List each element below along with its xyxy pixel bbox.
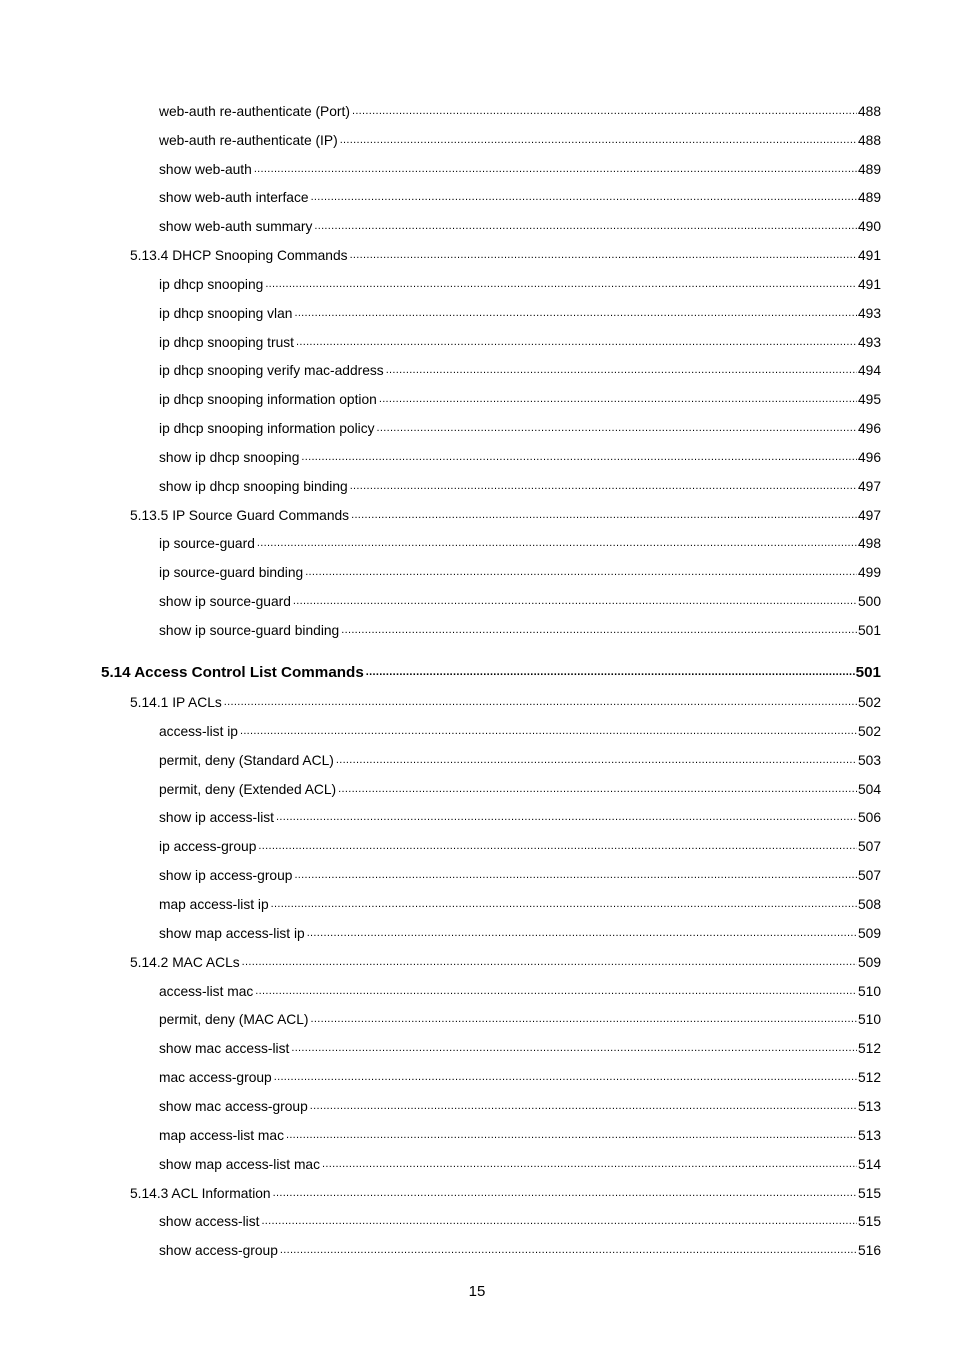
toc-entry[interactable] — [159, 1040, 881, 1057]
toc-entry-page: 506 — [857, 810, 881, 826]
toc-entry[interactable] — [159, 1127, 881, 1144]
toc-entry[interactable] — [159, 189, 881, 206]
toc-entry-page: 503 — [857, 752, 881, 768]
toc-entry-page: 516 — [857, 1243, 881, 1259]
toc-entry-title: show map access-list ip — [159, 925, 305, 941]
dot-leader — [293, 593, 857, 610]
dot-leader — [314, 218, 857, 235]
toc-entry-title: show ip access-list — [159, 810, 275, 826]
toc-entry-title: permit, deny (Extended ACL) — [159, 781, 337, 797]
toc-entry[interactable] — [159, 1156, 881, 1173]
toc-entry-page: 493 — [857, 305, 881, 321]
toc-entry-page: 499 — [857, 565, 881, 581]
toc-entry-page: 501 — [855, 664, 881, 681]
toc-entry[interactable] — [159, 391, 881, 408]
dot-leader — [257, 535, 857, 552]
toc-entry-title: 5.14.2 MAC ACLs — [130, 954, 240, 970]
toc-entry[interactable] — [159, 305, 881, 322]
dot-leader — [366, 663, 855, 682]
toc-entry-page: 515 — [857, 1185, 881, 1201]
toc-entry[interactable] — [159, 809, 881, 826]
dot-leader — [310, 1098, 857, 1115]
toc-entry-page: 493 — [857, 334, 881, 350]
dot-leader — [240, 723, 857, 740]
toc-entry-page: 497 — [857, 507, 881, 523]
dot-leader — [242, 954, 857, 971]
dot-leader — [261, 1213, 857, 1230]
dot-leader — [254, 161, 857, 178]
toc-entry-title: show web-auth summary — [159, 219, 313, 235]
toc-entry-title: access-list ip — [159, 723, 238, 739]
toc-entry-title: web-auth re-authenticate (Port) — [159, 104, 350, 119]
toc-entry[interactable] — [130, 1185, 881, 1202]
dot-leader — [307, 925, 857, 942]
toc-entry[interactable] — [159, 132, 881, 149]
toc-entry[interactable] — [159, 983, 881, 1000]
dot-leader — [224, 694, 857, 711]
toc-entry-page: 490 — [857, 219, 881, 235]
toc-entry[interactable] — [159, 1213, 881, 1230]
toc-entry-page: 496 — [857, 449, 881, 465]
dot-leader — [291, 1040, 857, 1057]
toc-entry[interactable] — [159, 218, 881, 235]
dot-leader — [280, 1242, 857, 1259]
dot-leader — [377, 420, 857, 437]
toc-entry-title: ip dhcp snooping information policy — [159, 421, 375, 437]
toc-entry-page: 509 — [857, 925, 881, 941]
toc-entry-page: 502 — [857, 723, 881, 739]
dot-leader — [294, 305, 857, 322]
toc-entry-title: map access-list ip — [159, 897, 269, 913]
dot-leader — [274, 1069, 857, 1086]
toc-entry[interactable] — [130, 954, 881, 971]
toc-entry-page: 496 — [857, 421, 881, 437]
dot-leader — [305, 564, 857, 581]
toc-entry-title: show ip source-guard — [159, 594, 291, 610]
toc-entry-title: map access-list mac — [159, 1127, 284, 1143]
dot-leader — [286, 1127, 857, 1144]
toc-entry[interactable] — [130, 694, 881, 711]
toc-entry-title: show ip dhcp snooping — [159, 449, 300, 465]
toc-entry-title: ip source-guard — [159, 536, 255, 552]
toc-entry-title: show web-auth — [159, 161, 252, 177]
dot-leader — [273, 1185, 857, 1202]
toc-entry-page: 512 — [857, 1041, 881, 1057]
toc-entry-page: 513 — [857, 1099, 881, 1115]
toc-entry-title: show map access-list mac — [159, 1156, 321, 1172]
toc-entry-title: ip dhcp snooping — [159, 276, 264, 292]
toc-entry-page: 507 — [857, 839, 881, 855]
toc-entry-page: 495 — [857, 392, 881, 408]
toc-entry-page: 512 — [857, 1070, 881, 1086]
toc-entry[interactable] — [159, 838, 881, 855]
toc-heading[interactable] — [101, 663, 881, 682]
toc-entry-title: show ip dhcp snooping binding — [159, 478, 348, 494]
toc-entry[interactable] — [159, 622, 881, 639]
toc-entry[interactable] — [159, 535, 881, 552]
dot-leader — [311, 189, 857, 206]
toc-entry-page: 491 — [857, 248, 881, 264]
toc-entry-title: show access-list — [159, 1214, 260, 1230]
dot-leader — [340, 132, 857, 149]
toc-entry-title: 5.13.5 IP Source Guard Commands — [130, 507, 350, 523]
toc-entry[interactable] — [159, 925, 881, 942]
toc-entry[interactable] — [159, 723, 881, 740]
toc-entry-title: ip access-group — [159, 839, 257, 855]
dot-leader — [352, 103, 857, 120]
dot-leader — [271, 896, 857, 913]
toc-entry-title: ip dhcp snooping verify mac-address — [159, 363, 384, 379]
toc-entry[interactable] — [130, 247, 881, 264]
toc-entry-page: 488 — [857, 132, 881, 148]
toc-entry-title: show mac access-list — [159, 1041, 290, 1057]
toc-entry[interactable] — [159, 362, 881, 379]
dot-leader — [386, 362, 857, 379]
dot-leader — [341, 622, 857, 639]
dot-leader — [301, 449, 857, 466]
toc-entry-title: show ip access-group — [159, 868, 293, 884]
dot-leader — [265, 276, 857, 293]
toc-entry-page: 501 — [857, 622, 881, 638]
toc-entry-title: 5.13.4 DHCP Snooping Commands — [130, 248, 348, 264]
toc-entry-page: 498 — [857, 536, 881, 552]
toc-entry-page: 510 — [857, 1012, 881, 1028]
toc-entry-page: 508 — [857, 897, 881, 913]
toc-entry-title: ip source-guard binding — [159, 565, 304, 581]
toc-entry[interactable] — [159, 564, 881, 581]
dot-leader — [351, 507, 857, 524]
toc-entry-title: permit, deny (MAC ACL) — [159, 1012, 309, 1028]
toc-entry[interactable] — [159, 161, 881, 178]
dot-leader — [276, 809, 857, 826]
toc-entry[interactable] — [159, 420, 881, 437]
dot-leader — [350, 478, 857, 495]
toc-entry-title: 5.14.1 IP ACLs — [130, 695, 222, 710]
toc-entry-title: show ip source-guard binding — [159, 622, 340, 638]
toc-entry-page: 494 — [857, 363, 881, 379]
toc-entry-title: web-auth re-authenticate (IP) — [159, 132, 338, 148]
toc-entry-title: show access-group — [159, 1243, 278, 1259]
dot-leader — [338, 781, 857, 798]
toc-entry-page: 513 — [857, 1127, 881, 1143]
toc-entry-title: 5.14.3 ACL Information — [130, 1185, 271, 1201]
dot-leader — [255, 983, 857, 1000]
dot-leader — [322, 1156, 857, 1173]
toc-entry-title: ip dhcp snooping trust — [159, 334, 294, 350]
dot-leader — [258, 838, 857, 855]
toc-entry-title: 5.14 Access Control List Commands — [101, 664, 364, 681]
toc-entry[interactable] — [159, 1098, 881, 1115]
toc-entry-title: show web-auth interface — [159, 190, 309, 206]
toc-entry-page: 515 — [857, 1214, 881, 1230]
dot-leader — [311, 1011, 857, 1028]
toc-entry-page: 502 — [857, 695, 881, 710]
dot-leader — [379, 391, 857, 408]
toc-entry[interactable] — [159, 867, 881, 884]
toc-entry-page: 491 — [857, 276, 881, 292]
toc-entry[interactable] — [159, 276, 881, 293]
toc-entry-page: 489 — [857, 161, 881, 177]
toc-entry[interactable] — [159, 781, 881, 798]
toc-entry-page: 488 — [857, 104, 881, 119]
toc-entry-page: 504 — [857, 781, 881, 797]
toc-entry-title: ip dhcp snooping information option — [159, 392, 377, 408]
toc-entry[interactable] — [159, 752, 881, 769]
toc-entry-page: 507 — [857, 868, 881, 884]
toc-entry[interactable] — [159, 1069, 881, 1086]
dot-leader — [296, 334, 857, 351]
toc-entry[interactable] — [159, 103, 881, 120]
page-number: 15 — [468, 1283, 486, 1300]
toc-entry[interactable] — [130, 507, 881, 524]
toc-entry[interactable] — [159, 1011, 881, 1028]
toc-entry-page: 497 — [857, 478, 881, 494]
toc-entry-page: 510 — [857, 983, 881, 999]
toc-entry[interactable] — [159, 449, 881, 466]
toc-entry-title: mac access-group — [159, 1070, 272, 1086]
toc-entry-title: ip dhcp snooping vlan — [159, 305, 293, 321]
toc-entry-page: 489 — [857, 190, 881, 206]
toc-entry[interactable] — [159, 896, 881, 913]
toc-entry[interactable] — [159, 334, 881, 351]
toc-entry-page: 500 — [857, 594, 881, 610]
toc-entry[interactable] — [159, 593, 881, 610]
dot-leader — [294, 867, 857, 884]
toc-entry[interactable] — [159, 478, 881, 495]
toc-entry-title: access-list mac — [159, 983, 254, 999]
dot-leader — [350, 247, 857, 264]
toc-entry-title: permit, deny (Standard ACL) — [159, 752, 334, 768]
toc-entry-title: show mac access-group — [159, 1099, 308, 1115]
toc-entry[interactable] — [159, 1242, 881, 1259]
toc-entry-page: 509 — [857, 954, 881, 970]
toc-entry-page: 514 — [857, 1156, 881, 1172]
dot-leader — [336, 752, 857, 769]
